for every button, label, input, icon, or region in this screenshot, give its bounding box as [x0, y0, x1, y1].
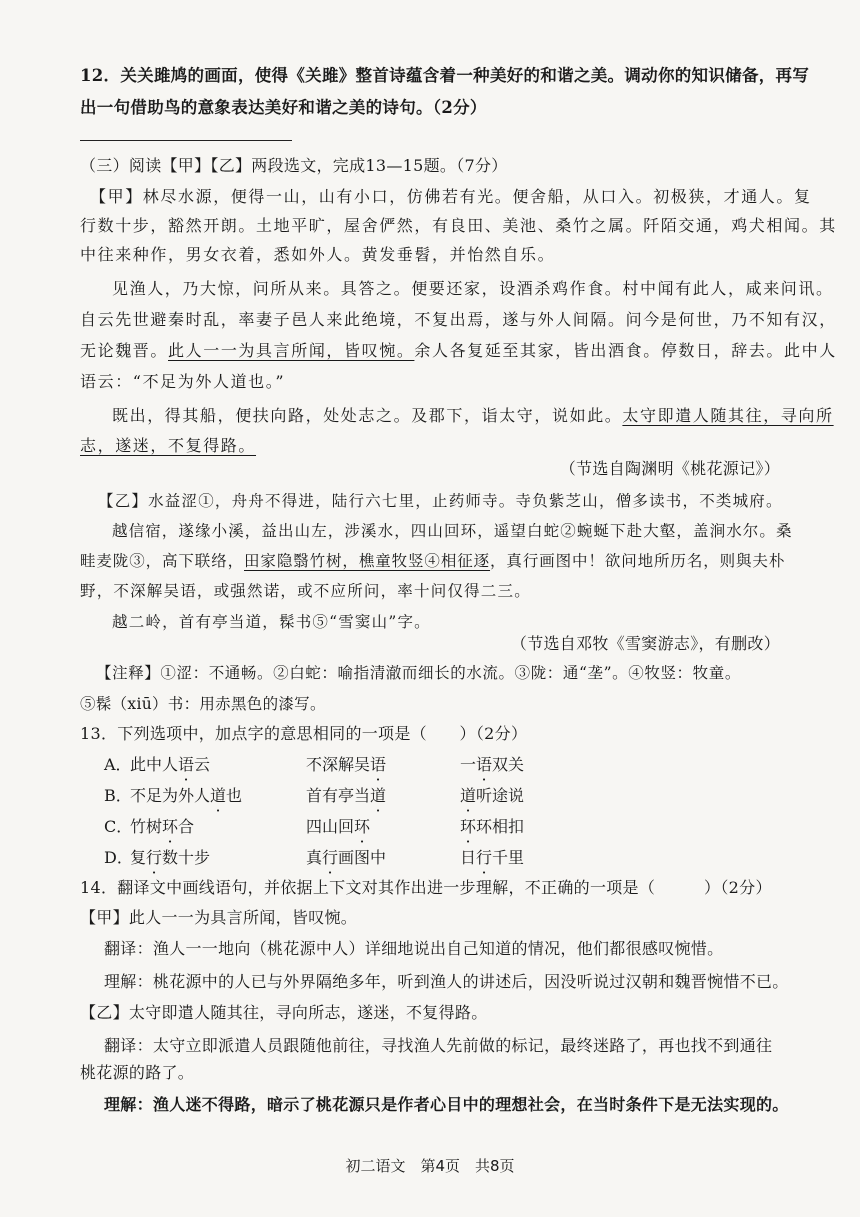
- phrase-part: 听途说: [476, 786, 525, 805]
- jia-p2-line1: 见渔人，乃大惊，问所从来。具答之。便要还家，设酒杀鸡作食。村中闻有此人，咸来问讯。: [112, 279, 834, 298]
- dotted-character: 语: [370, 755, 387, 774]
- q13-option-phrase-b: [306, 786, 386, 806]
- yi-line3: [80, 551, 785, 571]
- phrase-part: 竹树: [130, 817, 163, 836]
- dotted-character: 环: [162, 817, 179, 836]
- yi-line5: 越二岭，首有亭当道，髹书⑤“雪窦山”字。: [112, 613, 431, 631]
- yi-line2: 越信宿，遂缘小溪，益出山左，涉溪水，四山回环，遥望白蛇②蜿蜒下赴大壑，盖涧水尔。桑: [112, 522, 793, 540]
- phrase-part: 环相扣: [476, 817, 525, 836]
- yi-line3-b: ，真行画图中！欲问地所历名，则與夫朴: [490, 552, 786, 570]
- phrase-part: 也: [226, 786, 243, 805]
- jia-p2-line3: [80, 341, 837, 361]
- q13-option-letter: C．: [104, 817, 133, 836]
- jia-p3-line1-a: 既出，得其船，便扶向路，处处志之。及郡下，诣太守，说如此。: [112, 406, 623, 425]
- q13-option-phrase-a: [130, 848, 210, 868]
- phrase-part: 合: [178, 817, 195, 836]
- q13-option-phrase-c: [460, 755, 524, 775]
- jia-p2-line4: 语云：“不足为外人道也。”: [80, 372, 286, 391]
- yi-line3-a: 畦麦陇③，高下联络，: [80, 552, 245, 570]
- q12-line2: 出一句借助鸟的意象表达美好和谐之美的诗句。（2分）: [80, 98, 487, 117]
- dotted-character: 语: [178, 755, 195, 774]
- jia-underlined-sentence-2b: 志，遂迷，不复得路。: [80, 436, 257, 455]
- q13-option-phrase-c: [460, 817, 524, 837]
- phrase-part: 一: [460, 755, 477, 774]
- phrase-part: 数十步: [162, 848, 211, 867]
- q14-jia-sentence: 【甲】此人一一为具言所闻，皆叹惋。: [80, 908, 358, 927]
- phrase-part: 日: [460, 848, 477, 867]
- jia-p2-line3-a: 无论魏晋。: [80, 341, 169, 360]
- q13-stem: 13．下列选项中，加点字的意思相同的一项是（ ）（2分）: [80, 724, 528, 743]
- phrase-part: 四山回: [306, 817, 355, 836]
- jia-p2-line3-b: 余人各复延至其家，皆出酒食。停数日，辞去。此中人: [414, 341, 837, 360]
- dotted-character: 环: [460, 817, 477, 836]
- phrase-part: 不深解吴: [306, 755, 371, 774]
- phrase-part: 不足为外人: [130, 786, 211, 805]
- phrase-part: 画图中: [338, 848, 387, 867]
- yi-note1: 【注释】①涩：不通畅。②白蛇：喻指清澈而细长的水流。③陇：通“垄”。④牧竖：牧童。: [96, 664, 741, 682]
- dotted-character: 道: [370, 786, 387, 805]
- dotted-character: 语: [476, 755, 493, 774]
- dotted-character: 行: [146, 848, 163, 867]
- phrase-part: 此中人: [130, 755, 179, 774]
- phrase-part: 首有亭当: [306, 786, 371, 805]
- jia-p1-line2: 行数十步，豁然开朗。土地平旷，屋舍俨然，有良田、美池、桑竹之属。阡陌交通，鸡犬相闻。其: [80, 216, 837, 235]
- q14-jia-translation: 翻译：渔人一一地向（桃花源中人）详细地说出自己知道的情况，他们都很感叹惋惜。: [104, 939, 724, 958]
- q14-yi-translation-2: 桃花源的路了。: [80, 1063, 195, 1082]
- q13-option-letter: A．: [104, 755, 132, 774]
- jia-underlined-sentence: 此人一一为具言所闻，皆叹惋。: [168, 341, 415, 360]
- q13-option-phrase-c: [460, 786, 524, 806]
- q13-option-phrase-c: [460, 848, 524, 868]
- q12-line1: 12．关关雎鸠的画面，使得《关雎》整首诗蕴含着一种美好的和谐之美。调动你的知识储备，再写: [80, 66, 810, 85]
- q14-yi-translation-1: 翻译：太守立即派遣人员跟随他前往，寻找渔人先前做的标记，最终迷路了，再也找不到通往: [104, 1036, 773, 1055]
- yi-line4: 野，不深解吴语，或强然诺，或不应所问，率十问仅得二三。: [80, 582, 531, 600]
- q13-option-phrase-b: [306, 755, 386, 775]
- phrase-part: 双关: [492, 755, 525, 774]
- phrase-part: 复: [130, 848, 147, 867]
- dotted-character: 行: [476, 848, 493, 867]
- dotted-character: 道: [210, 786, 227, 805]
- phrase-part: 真: [306, 848, 323, 867]
- section3-heading: （三）阅读【甲】【乙】两段选文，完成13—15题。（7分）: [80, 156, 508, 175]
- q14-stem: 14．翻译文中画线语句，并依据上下文对其作出进一步理解，不正确的一项是（ ）（2分）: [80, 878, 772, 897]
- yi-source: （节选自邓牧《雪窦游志》，有删改）: [510, 634, 780, 653]
- yi-line1: 【乙】水益涩①，舟舟不得进，陆行六七里，止药师寺。寺负紫芝山，僧多读书，不类城府。: [98, 492, 783, 510]
- q14-jia-understanding: 理解：桃花源中的人已与外界隔绝多年，听到渔人的讲述后，因没听说过汉朝和魏晋惋惜不已。: [104, 972, 789, 991]
- q13-option-letter: D．: [104, 848, 133, 867]
- q13-option-letter: B．: [104, 786, 132, 805]
- q13-option-phrase-a: [130, 755, 210, 775]
- answer-line: [80, 140, 292, 141]
- jia-p1-line1: 【甲】林尽水源，便得一山，山有小口，仿佛若有光。便舍船，从口入。初极狭，才通人。复: [90, 187, 812, 206]
- q13-option-phrase-b: [306, 848, 386, 868]
- dotted-character: 环: [354, 817, 371, 836]
- jia-p3-line2: [80, 436, 256, 456]
- q13-option-phrase-a: [130, 786, 242, 806]
- phrase-part: 千里: [492, 848, 525, 867]
- jia-underlined-sentence-2a: 太守即遣人随其往，寻向所: [622, 406, 834, 425]
- phrase-part: 云: [194, 755, 211, 774]
- yi-underlined-sentence: 田家隐翳竹树，樵童牧竖④相征逐: [244, 552, 491, 570]
- yi-note2: ⑤髹（xiū）书：用赤黑色的漆写。: [80, 695, 326, 713]
- dotted-character: 道: [460, 786, 477, 805]
- q14-yi-understanding: 理解：渔人迷不得路，暗示了桃花源只是作者心目中的理想社会，在当时条件下是无法实现的。: [104, 1095, 789, 1114]
- q13-option-phrase-b: [306, 817, 370, 837]
- jia-p1-line3: 中往来种作，男女衣着，悉如外人。黄发垂髫，并怡然自乐。: [80, 245, 556, 264]
- jia-p3-line1: [112, 406, 834, 426]
- q13-option-phrase-a: [130, 817, 194, 837]
- jia-p2-line2: 自云先世避秦时乱，率妻子邑人来此绝境，不复出焉，遂与外人间隔。问今是何世，乃不知有汉，: [80, 310, 837, 329]
- page-footer: 初二语文 第4页 共8页: [345, 1157, 515, 1175]
- dotted-character: 行: [322, 848, 339, 867]
- q14-yi-sentence: 【乙】太守即遣人随其往，寻向所志，遂迷，不复得路。: [80, 1003, 488, 1022]
- jia-source: （节选自陶渊明《桃花源记》）: [559, 459, 780, 478]
